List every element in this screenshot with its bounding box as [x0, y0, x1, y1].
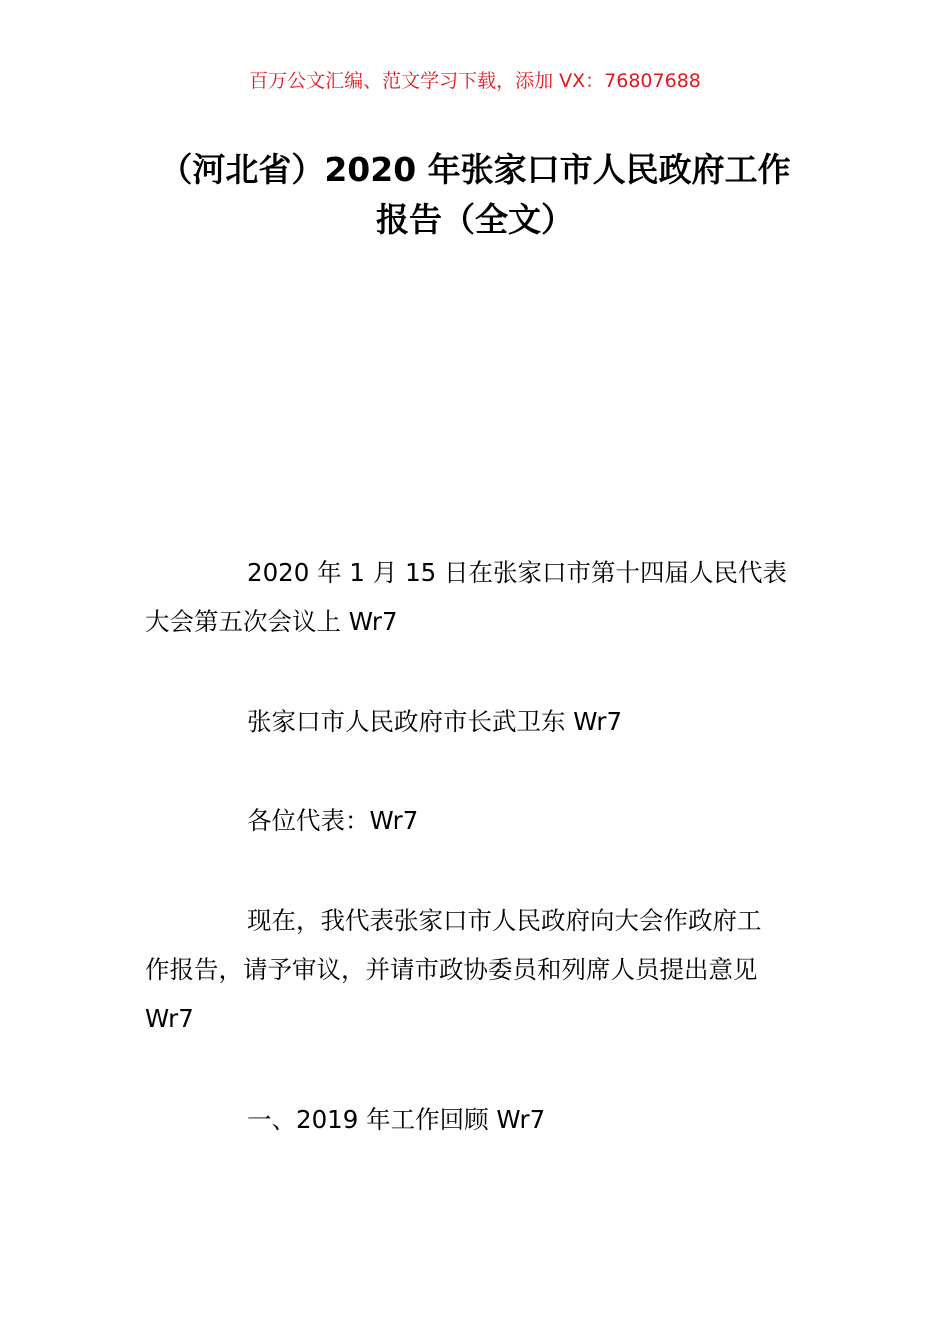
paragraph-line: 2020 年 1 月 15 日在张家口市第十四届人民代表: [247, 558, 788, 587]
paragraph-line: Wr7: [145, 1004, 194, 1033]
paragraph-line: 作报告，请予审议，并请市政协委员和列席人员提出意见: [145, 955, 758, 984]
header-watermark: 百万公文汇编、范文学习下载，添加 VX：76807688: [249, 70, 701, 92]
paragraph-line: 张家口市人民政府市长武卫东 Wr7: [247, 707, 623, 736]
paragraph-line: 各位代表：Wr7: [247, 806, 419, 835]
paragraph-line: 大会第五次会议上 Wr7: [145, 607, 398, 636]
document-title-line-2: 报告（全文）: [376, 200, 574, 239]
document-title-line-1: （河北省）2020 年张家口市人民政府工作: [159, 150, 791, 189]
paragraph-line: 现在，我代表张家口市人民政府向大会作政府工: [247, 906, 762, 935]
paragraph-line: 一、2019 年工作回顾 Wr7: [247, 1105, 546, 1134]
